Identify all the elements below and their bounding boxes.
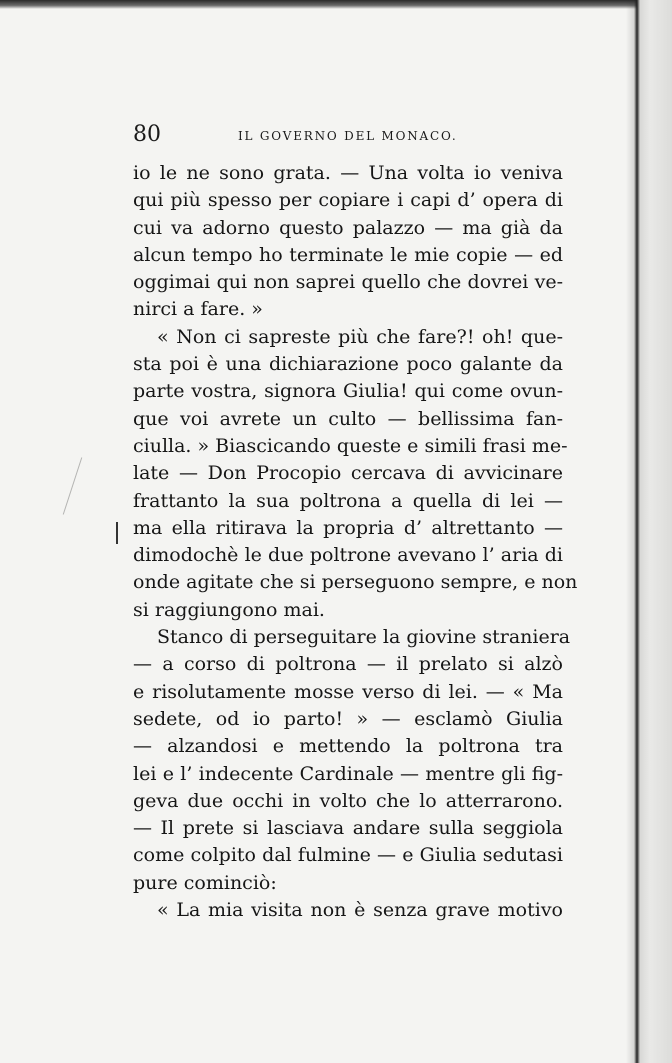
text-line: que voi avrete un culto — bellissima fan- (133, 407, 563, 430)
text-line: ma ella ritirava la propria d’ altrettanto — (133, 516, 563, 539)
text-line: « Non ci sapreste più che fare?! oh! que- (157, 325, 563, 348)
running-title: IL GOVERNO DEL MONACO. (238, 129, 458, 143)
page-number: 80 (133, 122, 161, 147)
text-line: dimodochè le due poltrone avevano l’ aria di (133, 544, 563, 567)
page-header (133, 122, 563, 152)
text-line: ciulla. » Biascicando queste e simili frasi me- (133, 434, 568, 457)
text-line: pure cominciò: (133, 871, 277, 894)
text-line: sta poi è una dichiarazione poco galante da (133, 353, 563, 376)
text-line: come colpito dal fulmine — e Giulia sedutasi (133, 844, 563, 867)
binding-shadow (626, 0, 672, 1063)
text-line: qui più spesso per copiare i capi d’ opera di (133, 189, 563, 212)
margin-mark (116, 522, 118, 544)
text-line: alcun tempo ho terminate le mie copie — ed (133, 243, 563, 266)
text-line: — Il prete si lasciava andare sulla seggiola (133, 817, 563, 840)
text-line: « La mia visita non è senza grave motivo (157, 899, 563, 922)
text-line: sedete, od io parto! » — esclamò Giulia (133, 707, 563, 730)
text-line: cui va adorno questo palazzo — ma già da (133, 216, 563, 239)
text-line: Stanco di perseguitare la giovine straniera (157, 626, 571, 649)
text-line: late — Don Procopio cercava di avvicinare (133, 462, 563, 485)
margin-pencil-stroke (63, 457, 82, 514)
text-line: io le ne sono grata. — Una volta io veniva (133, 162, 563, 184)
text-line: frattanto la sua poltrona a quella di lei — (133, 489, 563, 512)
text-line: lei e l’ indecente Cardinale — mentre gli fig- (133, 762, 563, 785)
text-line: — a corso di poltrona — il prelato si alzò (133, 653, 563, 676)
text-line: e risolutamente mosse verso di lei. — « Ma (133, 680, 563, 703)
text-line: geva due occhi in volto che lo atterrarono. (133, 789, 563, 812)
page-top-edge (0, 0, 672, 9)
text-line: — alzandosi e mettendo la poltrona tra (133, 735, 563, 758)
text-line: si raggiungono mai. (133, 598, 325, 621)
text-line: onde agitate che si perseguono sempre, e non (133, 571, 578, 594)
text-line: nirci a fare. » (133, 298, 263, 321)
body-text (133, 160, 578, 924)
text-line: oggimai qui non saprei quello che dovrei ve- (133, 271, 563, 294)
text-line: parte vostra, signora Giulia! qui come ovun- (133, 380, 563, 403)
